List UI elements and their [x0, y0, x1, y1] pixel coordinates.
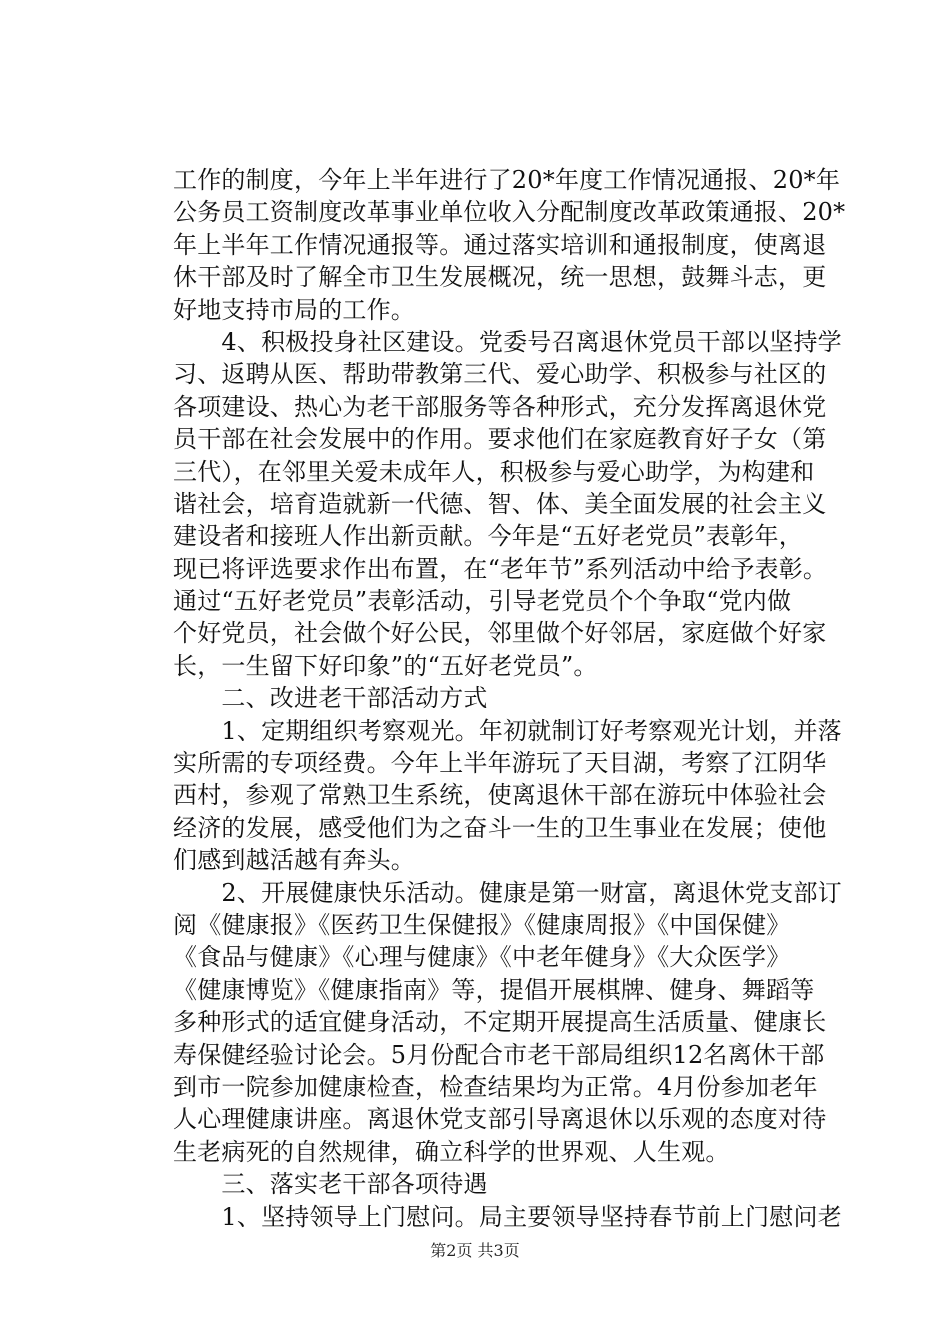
text-line: 到市一院参加健康检查，检查结果均为正常。4月份参加老年 — [173, 1072, 818, 1101]
text-line: 4、积极投身社区建设。党委号召离退休党员干部以坚持学 — [173, 327, 842, 356]
text-line: 公务员工资制度改革事业单位收入分配制度改革政策通报、20* — [173, 198, 846, 227]
section-heading: 二、改进老干部活动方式 — [173, 684, 488, 713]
text-line: 谐社会，培育造就新一代德、智、体、美全面发展的社会主义 — [173, 489, 827, 518]
text-line: 1、坚持领导上门慰问。局主要领导坚持春节前上门慰问老 — [173, 1202, 842, 1231]
text-line: 1、定期组织考察观光。年初就制订好考察观光计划，并落 — [173, 716, 842, 745]
text-line: 习、返聘从医、帮助带教第三代、爱心助学、积极参与社区的 — [173, 360, 827, 389]
text-line: 各项建设、热心为老干部服务等各种形式，充分发挥离退休党 — [173, 392, 827, 421]
text-line: 好地支持市局的工作。 — [173, 295, 415, 324]
text-line: 三代），在邻里关爱未成年人，积极参与爱心助学，为构建和 — [173, 457, 815, 486]
document-body — [173, 164, 846, 1233]
text-line: 员干部在社会发展中的作用。要求他们在家庭教育好子女（第 — [173, 425, 827, 454]
text-line: 休干部及时了解全市卫生发展概况，统一思想，鼓舞斗志，更 — [173, 263, 827, 292]
text-line: 建设者和接班人作出新贡献。今年是“五好老党员”表彰年， — [173, 522, 803, 551]
text-line: 实所需的专项经费。今年上半年游玩了天目湖，考察了江阴华 — [173, 749, 827, 778]
text-line: 年上半年工作情况通报等。通过落实培训和通报制度，使离退 — [173, 230, 827, 259]
text-line: 工作的制度，今年上半年进行了20*年度工作情况通报、20*年 — [173, 166, 841, 194]
text-line: 西村，参观了常熟卫生系统，使离退休干部在游玩中体验社会 — [173, 781, 827, 810]
text-line: 寿保健经验讨论会。5月份配合市老干部局组织12名离休干部 — [173, 1040, 825, 1069]
text-line: 长，一生留下好印象”的“五好老党员”。 — [173, 651, 598, 680]
text-line: 人心理健康讲座。离退休党支部引导离退休以乐观的态度对待 — [173, 1105, 827, 1134]
text-line: 多种形式的适宜健身活动，不定期开展提高生活质量、健康长 — [173, 1008, 827, 1037]
text-line: 生老病死的自然规律，确立科学的世界观、人生观。 — [173, 1137, 730, 1166]
text-line: 《食品与健康》《心理与健康》《中老年健身》《大众医学》 — [173, 943, 791, 972]
text-line: 现已将评选要求作出布置，在“老年节”系列活动中给予表彰。 — [173, 554, 828, 583]
page-number-footer: 第2页 共3页 — [430, 1241, 520, 1260]
text-line: 经济的发展，感受他们为之奋斗一生的卫生事业在发展；使他 — [173, 813, 827, 842]
text-line: 个好党员，社会做个好公民，邻里做个好邻居，家庭做个好家 — [173, 619, 827, 648]
text-line: 2、开展健康快乐活动。健康是第一财富，离退休党支部订 — [173, 878, 842, 907]
text-line: 《健康博览》《健康指南》等，提倡开展棋牌、健身、舞蹈等 — [173, 975, 815, 1004]
text-line: 通过“五好老党员”表彰活动，引导老党员个个争取“党内做 — [173, 587, 792, 616]
text-line: 阅《健康报》《医药卫生保健报》《健康周报》《中国保健》 — [173, 910, 791, 939]
text-line: 们感到越活越有奔头。 — [173, 846, 415, 875]
section-heading: 三、落实老干部各项待遇 — [173, 1170, 488, 1199]
